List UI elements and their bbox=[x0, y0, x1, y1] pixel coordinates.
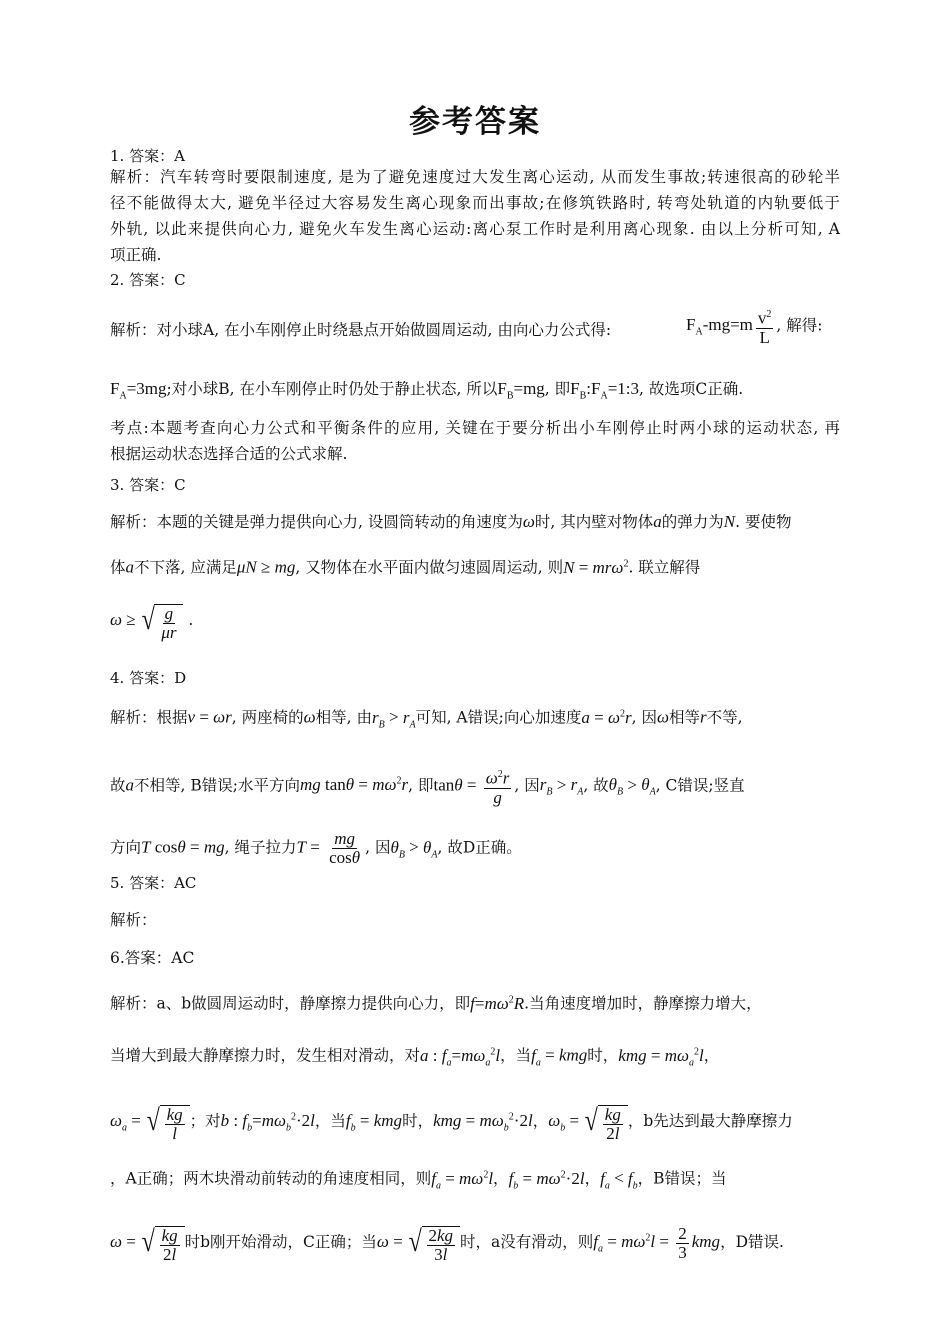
q6-text-e: 时， bbox=[587, 1046, 619, 1065]
q3-text-c: 的弹力为 bbox=[661, 513, 724, 531]
q6-text-k: ，B错误；当 bbox=[637, 1169, 727, 1188]
q4-text-p: , 因 bbox=[365, 838, 391, 857]
q3-text-a: 解析：本题的关键是弹力提供向心力, 设圆筒转动的角速度为 bbox=[110, 513, 523, 531]
q6-answer: 6.答案：AC bbox=[110, 949, 195, 967]
q3-text-h: . 联立解得 bbox=[628, 558, 701, 577]
q6-text-a: 解析：a、b做圆周运动时，静摩擦力提供向心力，即 bbox=[110, 994, 471, 1013]
q4-text-g: 不等, bbox=[706, 708, 743, 727]
q3-text-d: . 要使物 bbox=[735, 513, 792, 531]
q6-text-d: ，当 bbox=[500, 1046, 532, 1065]
q2-kaodian-line-1: 考点:本题考查向心力公式和平衡条件的应用, 关键在于要分析出小车刚停止时两小球的运动状态, 再 bbox=[110, 419, 840, 437]
q6-text-b: .当角速度增加时，静摩擦力增大， bbox=[524, 994, 762, 1013]
q2-solve-text: , 解得: bbox=[776, 316, 823, 335]
q4-text-c: 相等, 由 bbox=[315, 708, 373, 727]
q6-analysis-line-3: $\omega_a$ = √ $\frac{kg}{l}$ ；对b : $f_b=m\omega_b^2\cdot 2l$，当$f_b$ = kmg时，kmg = $m\omega_b^2\cdot 2l$，$\omega_b$ = √ $\frac{kg}{2l}$ ，b先达到最大静摩擦力 bbox=[110, 1104, 793, 1143]
q5-analysis: 解析： bbox=[110, 911, 157, 929]
q2-formula-fa: $F_A-mg=m$ $\frac{v^2}{L}$ , 解得: bbox=[686, 306, 846, 347]
q6-text-i: ，b先达到最大静摩擦力 bbox=[627, 1112, 793, 1130]
q6-text-j: ，A正确；两木块滑动前转动的角速度相同，则 bbox=[110, 1169, 432, 1188]
q5-answer: 5. 答案：AC bbox=[110, 874, 197, 892]
q4-analysis-line-2: 故a不相等, B错误;水平方向mg $\tan\theta = m\omega^2r$, 即tanθ = $\frac{\omega^2r}{g}$ , 因$r_B > r_A$, 故$\theta_B > \theta_A$, C错误;竖直 bbox=[110, 766, 840, 807]
q6-text-f: ；对 bbox=[189, 1112, 221, 1130]
q2-text-c: , 故选项C正确. bbox=[639, 380, 744, 398]
q3-analysis-line-1: 解析：本题的关键是弹力提供向心力, 设圆筒转动的角速度为ω时, 其内壁对物体a的弹力为N. 要使物 bbox=[110, 512, 792, 531]
q1-analysis-line-3: 外轨, 以此来提供向心力, 避免火车发生离心运动:离心泵工作时是利用离心现象. 由以上分析可知, A bbox=[110, 220, 840, 238]
q4-analysis-line-1: 解析：根据v = ωr, 两座椅的ω相等, 由$r_B > r_A$可知, A错误;向心加速度$a = \omega^2r$, 因ω相等r不等, bbox=[110, 707, 743, 731]
q3-text-b: 时, 其内壁对物体 bbox=[534, 513, 654, 531]
q4-text-d: 可知, A错误;向心加速度 bbox=[415, 708, 582, 727]
q3-text-g: , 又物体在水平面内做匀速圆周运动, 则 bbox=[295, 558, 564, 577]
q4-text-a: 解析：根据 bbox=[110, 708, 188, 727]
q6-text-g: ，当 bbox=[314, 1112, 346, 1130]
q1-analysis-line-1: 解析：汽车转弯时要限制速度, 是为了避免速度过大发生离心运动, 从而发生事故;转速很高的砂轮半 bbox=[110, 168, 840, 186]
q4-text-j: , 即 bbox=[408, 776, 434, 795]
q2-analysis-text: 解析：对小球A, 在小车刚停止时绕悬点开始做圆周运动, 由向心力公式得: bbox=[110, 321, 612, 339]
q2-answer: 2. 答案：C bbox=[110, 271, 186, 289]
q6-text-h: 时， bbox=[402, 1112, 434, 1130]
q3-result-formula: ω ≥ √ $\frac{g}{\mu r}$ . bbox=[110, 603, 194, 642]
q4-text-q: , 故D正确。 bbox=[437, 838, 522, 857]
q6-analysis-line-4: ，A正确；两木块滑动前转动的角速度相同，则$f_a = m\omega^2l$，$f_b = m\omega^2\cdot 2l$，$f_a < f_b$，B错误；当 bbox=[110, 1168, 727, 1192]
q4-analysis-line-3: 方向T cosθ = mg, 绳子拉力T = $\frac{mg}{\cos\theta}$ , 因$\theta_B > \theta_A$, 故D正确。 bbox=[110, 829, 522, 867]
q4-answer: 4. 答案：D bbox=[110, 669, 187, 687]
q1-analysis-line-4: 项正确. bbox=[110, 246, 162, 264]
q6-text-l: 时b刚开始滑动，C正确；当 bbox=[184, 1233, 377, 1251]
q4-text-n: 方向 bbox=[110, 838, 142, 857]
q6-analysis-line-2: 当增大到最大静摩擦力时，发生相对滑动，对a : $f_a=m\omega_a^2l$，当$f_a$ = kmg时，kmg = $m\omega_a^2l$， bbox=[110, 1045, 720, 1069]
q4-text-l: , 故 bbox=[583, 776, 609, 795]
q4-text-f: 相等 bbox=[668, 708, 700, 727]
q1-analysis-line-2: 径不能做得太大, 避免半径过大容易发生离心现象而出事故;在修筑铁路时, 转弯处轨道的内轨要低于 bbox=[110, 194, 840, 212]
q6-text-c: 当增大到最大静摩擦力时，发生相对滑动，对 bbox=[110, 1046, 421, 1065]
q2-text-b: , 即 bbox=[544, 380, 571, 398]
q4-text-b: , 两座椅的 bbox=[231, 708, 304, 727]
q6-text-n: ，D错误. bbox=[720, 1233, 784, 1251]
q3-text-e: 体 bbox=[110, 558, 126, 577]
q6-analysis-line-1: 解析：a、b做圆周运动时，静摩擦力提供向心力，即$f=m\omega^2R$.当角速度增加时，静摩擦力增大， bbox=[110, 993, 762, 1013]
q3-text-f: 不下落, 应满足 bbox=[134, 558, 237, 577]
q3-answer: 3. 答案：C bbox=[110, 476, 186, 494]
page-title: 参考答案 bbox=[409, 104, 541, 140]
q4-text-h: 故 bbox=[110, 776, 126, 795]
q4-text-m: , C错误;竖直 bbox=[655, 776, 745, 795]
q2-kaodian-line-2: 根据运动状态选择合适的公式求解. bbox=[110, 445, 348, 463]
q4-text-e: , 因 bbox=[631, 708, 657, 727]
q4-text-i: 不相等, B错误;水平方向 bbox=[134, 776, 300, 795]
q4-text-k: , 因 bbox=[514, 776, 540, 795]
q2-text-a: ;对小球B, 在小车刚停止时仍处于静止状态, 所以 bbox=[166, 380, 498, 398]
q2-analysis-line-2: $F_A=3mg$;对小球B, 在小车刚停止时仍处于静止状态, 所以$F_B=mg$, 即$F_B:F_A=1:3$, 故选项C正确. bbox=[110, 379, 744, 402]
q6-analysis-line-5: ω = √ $\frac{kg}{2l}$ 时b刚开始滑动，C正确；当ω = √ $\frac{2kg}{3l}$ 时，a没有滑动，则$f_a = m\omega^2l$ = $\frac{2}{3}$ kmg，D错误. bbox=[110, 1223, 784, 1264]
q3-analysis-line-2: 体a不下落, 应满足μN ≥ mg, 又物体在水平面内做匀速圆周运动, 则N = mrω$^2$. 联立解得 bbox=[110, 557, 701, 577]
q6-text-m: 时，a没有滑动，则 bbox=[460, 1233, 594, 1251]
q1-answer: 1. 答案：A bbox=[110, 147, 185, 165]
q4-text-o: , 绳子拉力 bbox=[224, 838, 297, 857]
